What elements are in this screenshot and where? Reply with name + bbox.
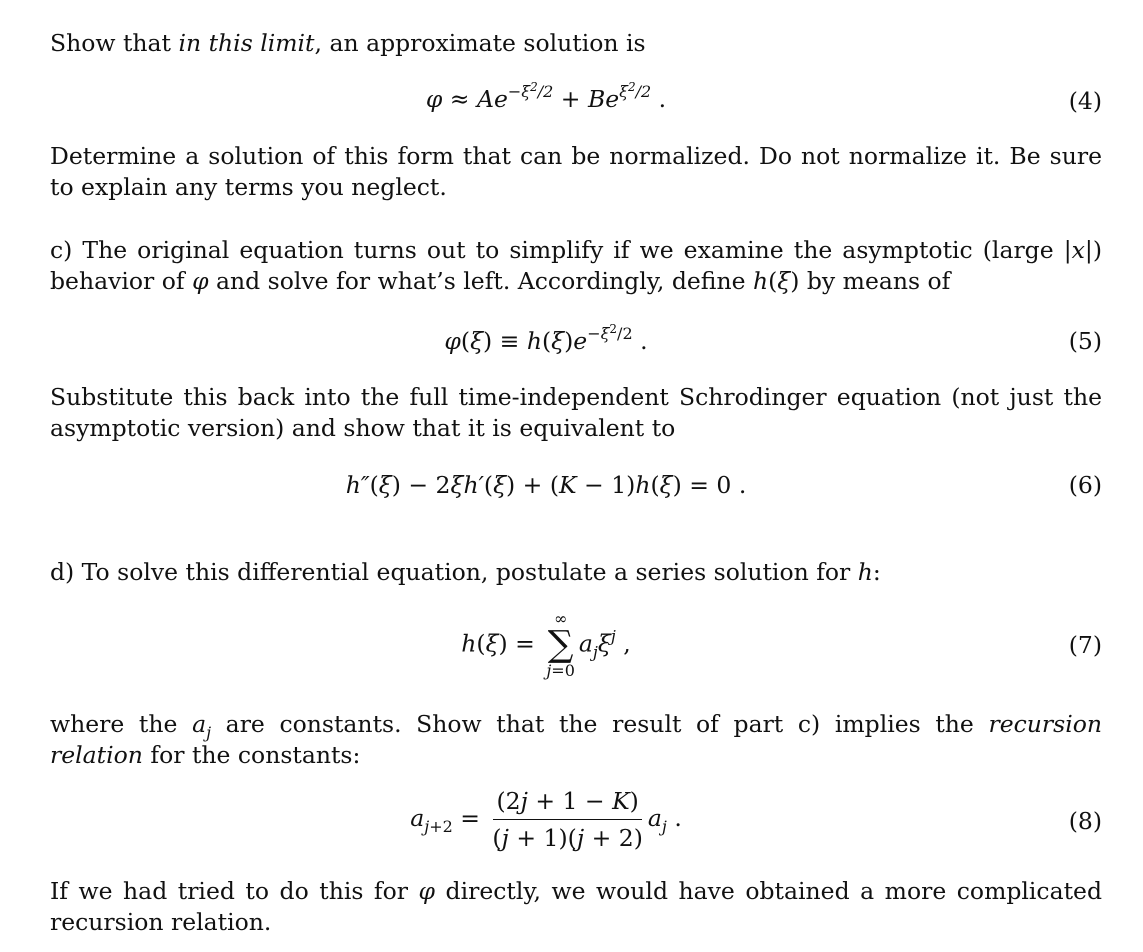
equation-6-body: h″(ξ) − 2ξh′(ξ) + (K − 1)h(ξ) = 0 . <box>345 471 747 499</box>
equation-4-number: (4) <box>1068 87 1102 115</box>
where-paragraph: where the $a_j$ are constants. Show that the result of part c) implies the recursion relation for the constants: <box>50 710 1102 769</box>
equation-8-body: $a_{j+2}$ = $\frac{(2j + 1 - K)}{(j + 1)(j + 2)}$ $a_j$ . <box>410 787 682 852</box>
equation-6 <box>50 468 1102 504</box>
equation-8-number: (8) <box>1068 807 1102 835</box>
equation-6-number: (6) <box>1068 471 1102 499</box>
intro-paragraph: Show that in this limit, an approximate solution is <box>50 29 646 57</box>
intro-emphasis: in this limit <box>178 29 315 57</box>
equation-8 <box>50 786 1102 858</box>
equation-7 <box>50 608 1102 688</box>
part-d-paragraph: d) To solve this differential equation, postulate a series solution for h: <box>50 558 881 586</box>
equation-5-body: $\varphi(\xi) \equiv h(\xi)e^{-\xi^2/2}$ . <box>444 322 648 355</box>
normalize-paragraph: Determine a solution of this form that can be normalized. Do not normalize it. Be sure to explain any terms you neglect. <box>50 142 1102 201</box>
substitute-paragraph: Substitute this back into the full time-independent Schrodinger equation (not just the asymptotic version) and show that it is equivalent to <box>50 383 1102 442</box>
recursion-relation-emphasis: recursion relation <box>50 710 1102 769</box>
part-c-paragraph: c) The original equation turns out to simplify if we examine the asymptotic (large |x|) behavior of φ and solve for what’s left. Accordingly, define h(ξ) by means of <box>50 236 1102 295</box>
recursion-fraction: $\frac{(2j + 1 - K)}{(j + 1)(j + 2)}$ <box>492 787 643 852</box>
equation-5-number: (5) <box>1068 327 1102 355</box>
equation-7-body: h(ξ) = ∞ ∑ j=0 $a_j\xi^j$ , <box>461 609 631 680</box>
equation-4 <box>50 82 1102 118</box>
final-paragraph: If we had tried to do this for φ directly, we would have obtained a more complicated recursion relation. <box>50 877 1102 936</box>
summation-symbol: ∞ ∑ j=0 <box>546 609 575 680</box>
equation-7-number: (7) <box>1068 631 1102 659</box>
equation-4-body: $\varphi \approx Ae^{-\xi^2/2} + Be^{\xi^2/2}$ . <box>425 80 667 113</box>
equation-5 <box>50 322 1102 358</box>
